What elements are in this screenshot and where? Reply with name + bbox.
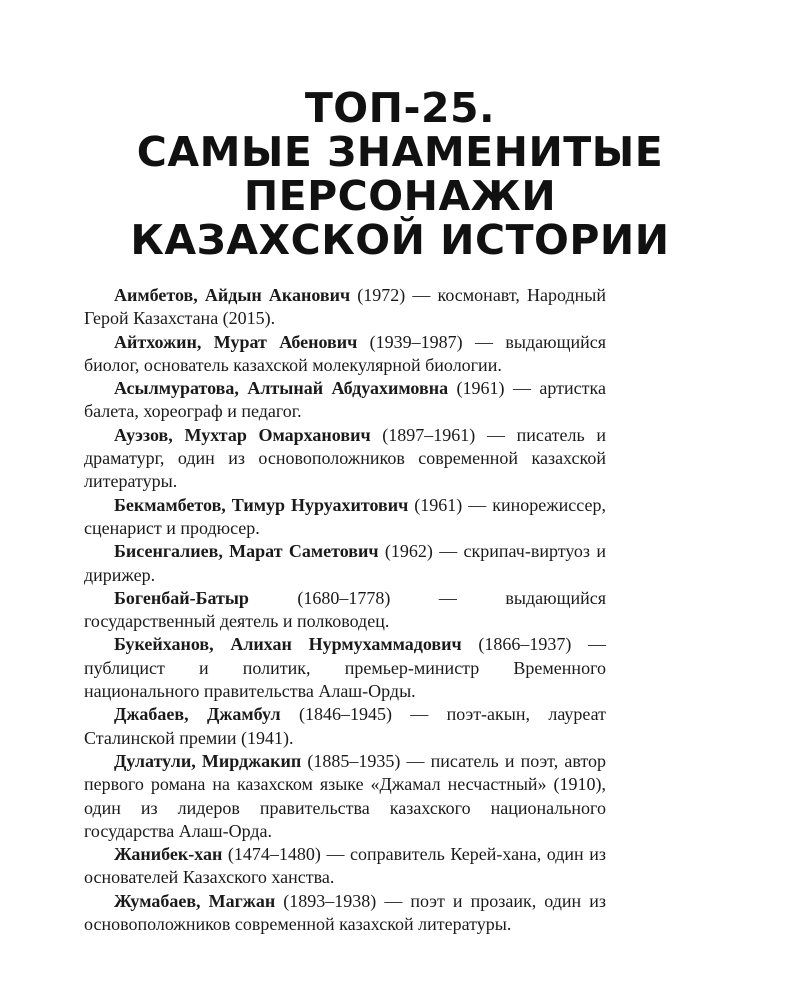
entry-description: (1961) — артистка балета, хореограф и педагог. — [84, 378, 607, 422]
entry-description: (1962) — скрипач-виртуоз и дирижер. — [84, 541, 606, 585]
chapter-title — [40, 86, 760, 262]
entry — [84, 331, 606, 378]
entry-description: (1846–1945) — поэт-акын, лауреат Сталинской премии (1941). — [84, 704, 606, 748]
entry — [84, 587, 606, 634]
entry — [84, 750, 606, 843]
entry-description: (1474–1480) — соправитель Керей-хана, один из основателей Казахского ханства. — [84, 844, 606, 888]
entry-description: (1961) — кинорежиссер, сценарист и продюсер. — [84, 494, 606, 538]
entry-description: (1939–1987) — выдающийся биолог, основатель казахской молекулярной биологии. — [84, 331, 606, 375]
title-line: КАЗАХСКОЙ ИСТОРИИ — [130, 216, 670, 264]
entry-description: (1885–1935) — писатель и поэт, автор первого романа на казахском языке «Джамал несчастный» (1910), один из лидеров правительства казахского национального государства Алаш-Орда. — [84, 750, 606, 841]
entry-description: (1866–1937) — публицист и политик, премьер-министр Временного национального правительства Алаш-Орды. — [84, 634, 606, 702]
title-line: ПЕРСОНАЖИ — [243, 172, 557, 220]
entry-name: Дулатули, Мирджакип — [114, 750, 302, 771]
entry-name: Бисенгалиев, Марат Саметович — [114, 541, 379, 562]
entry-name: Асылмуратова, Алтынай Абдуахимовна — [114, 378, 449, 399]
entry-name: Жумабаев, Магжан — [114, 890, 276, 911]
entry — [84, 703, 606, 750]
entry-name: Аимбетов, Айдын Аканович — [114, 285, 351, 305]
entry-name: Букейханов, Алихан Нурмухаммадович — [114, 634, 462, 655]
entry — [84, 633, 606, 703]
entry — [84, 284, 606, 331]
entry-name: Джабаев, Джамбул — [114, 704, 281, 725]
entry — [84, 377, 606, 424]
entry-name: Айтхожин, Мурат Абенович — [114, 331, 358, 352]
entry-description: (1893–1938) — поэт и прозаик, один из основоположников современной казахской литературы. — [84, 890, 607, 935]
entry-name: Жанибек-хан — [114, 844, 223, 865]
title-line: САМЫЕ ЗНАМЕНИТЫЕ — [136, 128, 664, 176]
entries-list — [84, 284, 606, 936]
entry-description: (1897–1961) — писатель и драматург, один из основоположников современной казахской литературы. — [84, 424, 606, 492]
entry — [84, 540, 606, 587]
entry-description: (1680–1778) — выдающийся государственный деятель и полководец. — [84, 587, 606, 632]
entry — [84, 890, 606, 937]
entry-name: Ауэзов, Мухтар Омарханович — [114, 424, 371, 445]
entry — [84, 843, 606, 890]
title-line: ТОП-25. — [304, 84, 496, 132]
entry-name: Бекмамбетов, Тимур Нуруахитович — [114, 494, 409, 515]
entry-description: (1972) — космонавт, Народный Герой Казахстана (2015). — [84, 285, 606, 329]
entry — [84, 424, 606, 494]
entry-name: Богенбай-Батыр — [114, 587, 249, 608]
entry — [84, 494, 606, 541]
